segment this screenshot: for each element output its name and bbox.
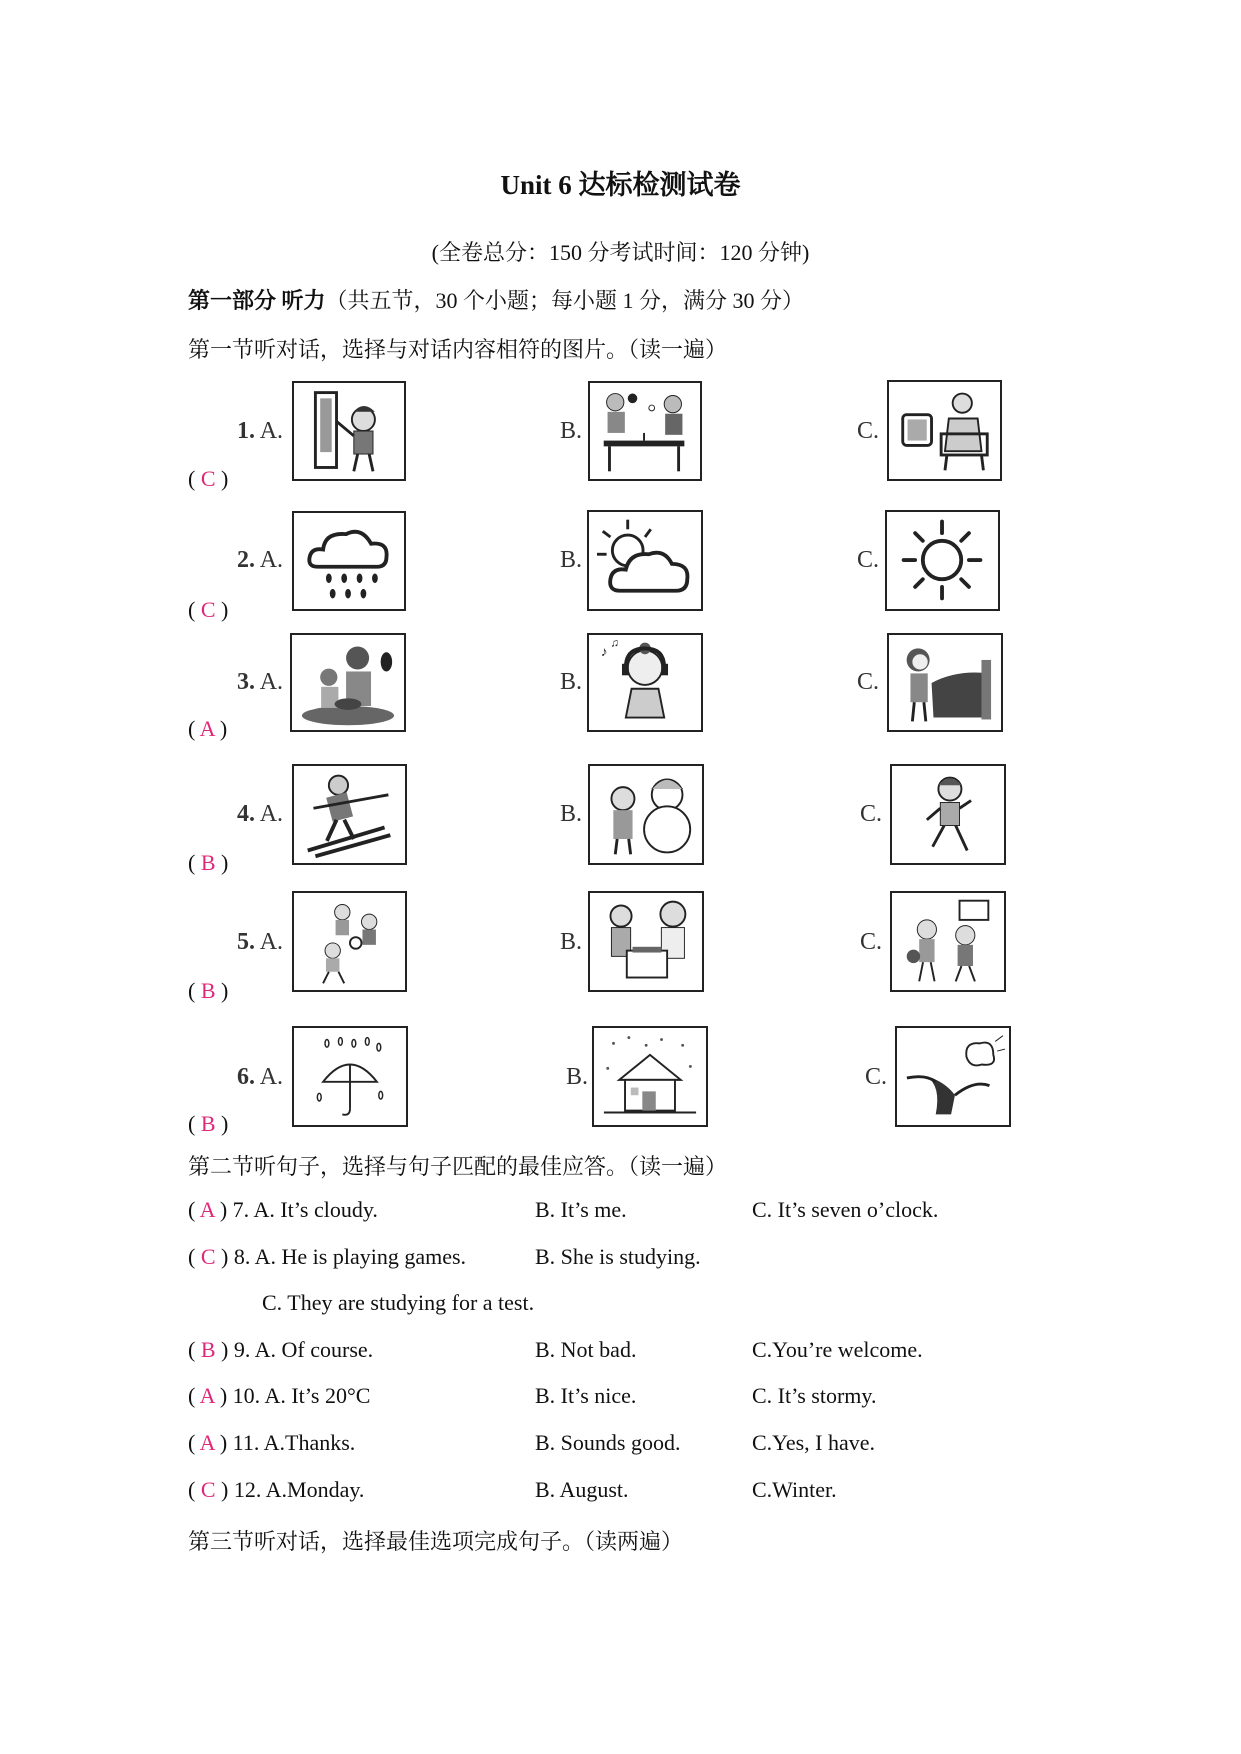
rain-cloud-image[interactable] [292,511,406,611]
question-number: 4. A. [237,801,284,827]
children-playing-ping-pong-image[interactable] [588,381,702,481]
question-number: 5. A. [237,929,284,955]
boy-cleaning-window-image[interactable] [292,381,406,481]
answer-letter: C [200,466,216,491]
option-c-label: C. [860,801,883,827]
answer-letter: C [200,597,216,622]
answer-letter: A [199,1383,215,1408]
answer-letter: B [200,1111,216,1136]
children-making-snowman-image[interactable] [588,764,704,865]
option-c-label: C. [857,669,880,695]
girl-making-bed-image[interactable] [887,633,1003,732]
svg-text:♪: ♪ [600,644,608,660]
option-c-label: C. [860,929,883,955]
option-c: C.Yes, I have. [752,1430,876,1455]
answer-letter: A [199,1430,215,1455]
answer-letter: C [200,1244,216,1269]
girl-listening-to-music-image[interactable] [587,633,703,732]
section3-instruction: 第三节听对话，选择最佳选项完成句子。（读两遍） [188,1529,684,1554]
children-playing-soccer-image[interactable] [292,891,407,992]
answer-line: ( C ) [188,466,229,491]
page-title: Unit 6 达标检测试卷 [500,170,741,200]
option-c-label: C. [865,1064,888,1090]
section2-instruction: 第二节听句子，选择与句子匹配的最佳应答。（读一遍） [188,1154,728,1179]
option-b-label: B. [560,418,583,444]
question-number: 6. A. [237,1064,284,1090]
windy-tree-image[interactable] [895,1026,1011,1127]
option-b: B. August. [535,1477,629,1502]
option-c: C. It’s seven o’clock. [752,1197,939,1222]
answer-line: ( C ) [188,597,229,622]
option-c: C.You’re welcome. [752,1337,923,1362]
answer-line: ( B ) [188,978,229,1003]
part1-heading: 第一部分 听力 [188,288,326,313]
option-b: B. She is studying. [535,1244,701,1269]
answer-and-number: ( C ) 12. A.Monday. [188,1477,365,1502]
option-c: C. It’s stormy. [752,1383,877,1408]
man-watching-tv-image[interactable] [887,380,1002,481]
option-b: B. It’s me. [535,1197,627,1222]
section1-instruction: 第一节听对话，选择与对话内容相符的图片。（读一遍） [188,337,728,362]
boy-running-image[interactable] [890,764,1006,865]
sun-image[interactable] [885,510,1000,611]
answer-and-number: ( B ) 9. A. Of course. [188,1337,374,1362]
option-c: C. They are studying for a test. [262,1290,535,1315]
option-b-label: B. [560,801,583,827]
part1-header [188,284,804,315]
option-b-label: B. [560,669,583,695]
children-playing-board-game-image[interactable] [588,891,704,992]
answer-and-number: ( A ) 11. A.Thanks. [188,1430,356,1455]
umbrella-in-rain-image[interactable] [292,1026,408,1127]
answer-line: ( B ) [188,850,229,875]
option-c-label: C. [857,418,880,444]
option-c: C.Winter. [752,1477,837,1502]
sun-behind-cloud-image[interactable] [587,510,703,611]
answer-letter: B [200,850,216,875]
option-b-label: B. [560,929,583,955]
boys-playing-basketball-image[interactable] [890,891,1006,992]
option-b: B. It’s nice. [535,1383,637,1408]
option-b: B. Sounds good. [535,1430,681,1455]
answer-letter: A [199,716,215,741]
answer-letter: B [200,978,216,1003]
skier-image[interactable] [292,764,407,865]
answer-and-number: ( C ) 8. A. He is playing games. [188,1244,467,1269]
answer-letter: A [199,1197,215,1222]
svg-text:♫: ♫ [610,637,620,650]
question-number: 3. A. [237,669,284,695]
exam-info: (全卷总分：150 分考试时间：120 分钟) [431,240,810,265]
question-number: 1. A. [237,418,284,444]
answer-letter: B [200,1337,216,1362]
question-number: 2. A. [237,547,284,573]
answer-and-number: ( A ) 7. A. It’s cloudy. [188,1197,378,1222]
option-c-label: C. [857,547,880,573]
option-b-label: B. [560,547,583,573]
answer-line: ( B ) [188,1111,229,1136]
option-b: B. Not bad. [535,1337,637,1362]
answer-and-number: ( A ) 10. A. It’s 20°C [188,1383,371,1408]
mother-and-child-cooking-image[interactable] [290,633,406,732]
answer-letter: C [200,1477,216,1502]
snowy-house-image[interactable] [592,1026,708,1127]
answer-line: ( A ) [188,716,228,741]
part1-note: （共五节，30 个小题；每小题 1 分，满分 30 分） [325,288,805,313]
option-b-label: B. [566,1064,589,1090]
